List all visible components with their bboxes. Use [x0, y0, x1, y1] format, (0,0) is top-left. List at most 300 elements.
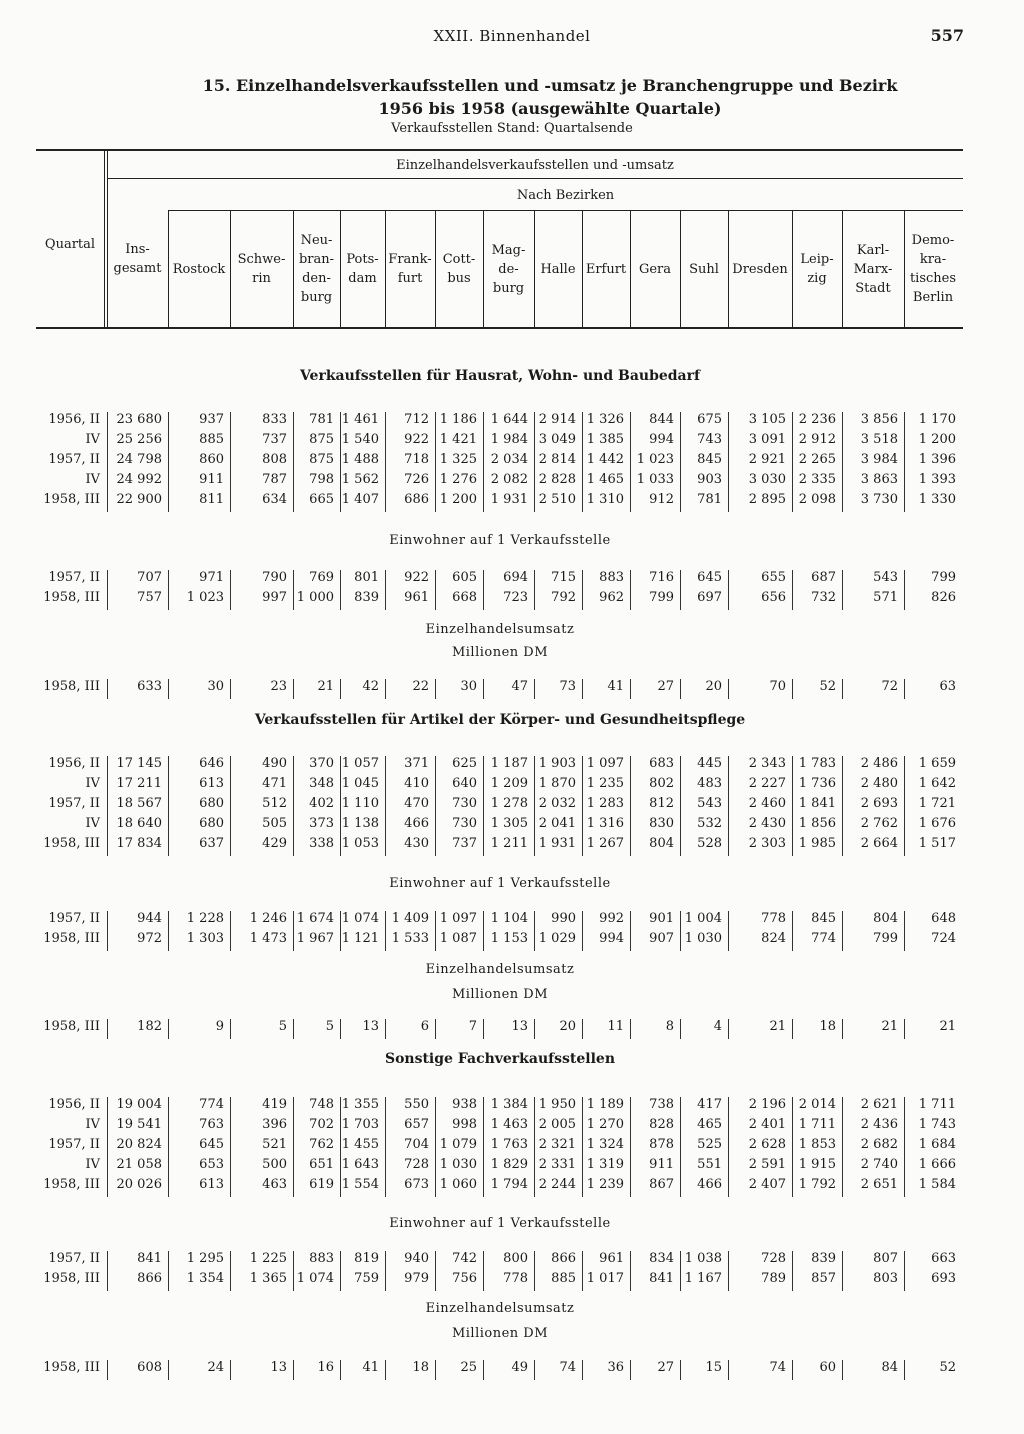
cell-district: 686: [404, 492, 429, 507]
quartal-label: 1958, III: [43, 679, 100, 694]
cell-district: 1 030: [439, 1157, 477, 1172]
cell-insgesamt: 17 145: [116, 756, 162, 771]
cell-district: 543: [697, 796, 722, 811]
cell-district: 1 674: [296, 911, 334, 926]
page-header-chapter: XXII. Binnenhandel: [433, 27, 591, 45]
column-separator: [680, 911, 681, 951]
cell-district: 804: [649, 836, 674, 851]
cell-district: 419: [262, 1097, 287, 1112]
cell-district: 1 029: [538, 931, 576, 946]
cell-insgesamt: 866: [137, 1271, 162, 1286]
cell-district: 1 153: [490, 931, 528, 946]
cell-district: 21: [317, 679, 334, 694]
quartal-label: 1958, III: [43, 931, 100, 946]
cell-district: 1 985: [798, 836, 836, 851]
cell-district: 1 330: [918, 492, 956, 507]
cell-district: 640: [452, 776, 477, 791]
cell-district: 1 676: [918, 816, 956, 831]
column-separator: [728, 1251, 729, 1291]
column-separator: [293, 911, 294, 951]
column-separator: [534, 412, 535, 512]
cell-insgesamt: 944: [137, 911, 162, 926]
cell-district: 824: [761, 931, 786, 946]
cell-insgesamt: 24 798: [116, 452, 162, 467]
column-separator: [435, 1251, 436, 1291]
cell-district: 1 463: [490, 1117, 528, 1132]
cell-district: 845: [811, 911, 836, 926]
cell-insgesamt: 707: [137, 570, 162, 585]
column-separator: [728, 679, 729, 699]
cell-district: 500: [262, 1157, 287, 1172]
cell-district: 2 014: [798, 1097, 836, 1112]
quartal-label: IV: [85, 776, 100, 791]
cell-district: 2 407: [748, 1177, 786, 1192]
cell-district: 466: [697, 1177, 722, 1192]
quartal-separator: [107, 1097, 108, 1197]
cell-district: 8: [665, 1019, 674, 1034]
cell-district: 1 684: [918, 1137, 956, 1152]
cell-district: 1 365: [249, 1271, 287, 1286]
cell-district: 730: [452, 796, 477, 811]
quartal-separator: [107, 679, 108, 699]
quartal-separator: [107, 1019, 108, 1039]
cell-district: 799: [931, 570, 956, 585]
cell-district: 1 087: [439, 931, 477, 946]
column-separator: [842, 1097, 843, 1197]
cell-district: 429: [262, 836, 287, 851]
column-separator: [385, 1251, 386, 1291]
column-separator: [385, 412, 386, 512]
cell-district: 1 225: [249, 1251, 287, 1266]
table-row: [0, 1019, 1000, 1038]
cell-district: 790: [262, 570, 287, 585]
cell-district: 348: [309, 776, 334, 791]
cell-district: 998: [452, 1117, 477, 1132]
column-separator: [728, 756, 729, 856]
cell-district: 875: [309, 452, 334, 467]
cell-district: 3 030: [748, 472, 786, 487]
column-separator: [435, 911, 436, 951]
cell-district: 528: [697, 836, 722, 851]
cell-district: 521: [262, 1137, 287, 1152]
cell-district: 13: [511, 1019, 528, 1034]
column-separator: [230, 1360, 231, 1380]
column-separator: [630, 1097, 631, 1197]
cell-district: 13: [362, 1019, 379, 1034]
cell-district: 774: [199, 1097, 224, 1112]
cell-district: 27: [657, 1360, 674, 1375]
cell-district: 3 049: [538, 432, 576, 447]
cell-district: 2 343: [748, 756, 786, 771]
header-group-title: Einzelhandelsverkaufsstellen und -umsatz: [396, 158, 674, 173]
cell-district: 1 354: [186, 1271, 224, 1286]
cell-district: 25: [460, 1360, 477, 1375]
column-separator: [385, 911, 386, 951]
column-separator: [582, 412, 583, 512]
cell-district: 1 200: [439, 492, 477, 507]
cell-insgesamt: 757: [137, 590, 162, 605]
header-district: Neu- bran- den- burg: [298, 233, 335, 305]
column-separator: [792, 1251, 793, 1291]
cell-insgesamt: 20 824: [116, 1137, 162, 1152]
cell-district: 724: [931, 931, 956, 946]
column-separator: [630, 570, 631, 610]
cell-insgesamt: 24 992: [116, 472, 162, 487]
column-separator: [792, 412, 793, 512]
cell-district: 655: [761, 570, 786, 585]
cell-district: 715: [551, 570, 576, 585]
cell-district: 471: [262, 776, 287, 791]
cell-district: 2 236: [798, 412, 836, 427]
cell-district: 971: [199, 570, 224, 585]
column-separator: [842, 1360, 843, 1380]
cell-district: 505: [262, 816, 287, 831]
quartal-label: IV: [85, 432, 100, 447]
table-row: [0, 452, 1000, 471]
column-separator: [340, 679, 341, 699]
cell-district: 883: [309, 1251, 334, 1266]
cell-district: 3 730: [860, 492, 898, 507]
cell-district: 839: [354, 590, 379, 605]
column-separator: [230, 1019, 231, 1039]
cell-district: 645: [697, 570, 722, 585]
quartal-separator: [107, 756, 108, 856]
cell-district: 799: [873, 931, 898, 946]
cell-district: 1 584: [918, 1177, 956, 1192]
cell-district: 2 436: [860, 1117, 898, 1132]
cell-district: 21: [881, 1019, 898, 1034]
cell-district: 844: [649, 412, 674, 427]
cell-district: 73: [559, 679, 576, 694]
column-separator: [168, 1019, 169, 1039]
cell-district: 728: [404, 1157, 429, 1172]
column-separator: [340, 1019, 341, 1039]
cell-district: 1 004: [684, 911, 722, 926]
cell-district: 2 098: [798, 492, 836, 507]
page-number: 557: [930, 26, 964, 45]
column-separator: [680, 1251, 681, 1291]
header-district: Demo- kra- tisches Berlin: [909, 233, 957, 305]
header-nach-bezirken: Nach Bezirken: [516, 188, 615, 203]
cell-district: 800: [503, 1251, 528, 1266]
quartal-label: 1956, II: [48, 412, 100, 427]
cell-district: 490: [262, 756, 287, 771]
column-separator: [230, 1097, 231, 1197]
column-separator: [534, 1019, 535, 1039]
quartal-separator: [107, 911, 108, 951]
cell-district: 619: [309, 1177, 334, 1192]
cell-district: 1 473: [249, 931, 287, 946]
column-separator: [230, 1251, 231, 1291]
cell-district: 828: [649, 1117, 674, 1132]
column-separator: [483, 412, 484, 512]
cell-district: 11: [607, 1019, 624, 1034]
cell-district: 693: [931, 1271, 956, 1286]
column-separator: [385, 679, 386, 699]
cell-district: 1 276: [439, 472, 477, 487]
table-row: [0, 796, 1000, 815]
cell-district: 1 324: [586, 1137, 624, 1152]
cell-district: 525: [697, 1137, 722, 1152]
column-separator: [168, 756, 169, 856]
cell-district: 778: [503, 1271, 528, 1286]
column-separator: [293, 1360, 294, 1380]
quartal-label: 1958, III: [43, 836, 100, 851]
cell-insgesamt: 17 211: [116, 776, 162, 791]
cell-district: 651: [309, 1157, 334, 1172]
table-row: [0, 911, 1000, 930]
quartal-label: 1957, II: [48, 1137, 100, 1152]
cell-district: 417: [697, 1097, 722, 1112]
cell-district: 1 038: [684, 1251, 722, 1266]
cell-district: 2 740: [860, 1157, 898, 1172]
cell-district: 52: [939, 1360, 956, 1375]
cell-district: 483: [697, 776, 722, 791]
column-separator: [483, 756, 484, 856]
column-separator: [435, 1097, 436, 1197]
cell-insgesamt: 17 834: [116, 836, 162, 851]
column-separator: [792, 679, 793, 699]
cell-district: 901: [649, 911, 674, 926]
cell-district: 21: [769, 1019, 786, 1034]
cell-district: 1 984: [490, 432, 528, 447]
section-title: Sonstige Fachverkaufsstellen: [384, 1051, 616, 1067]
cell-district: 74: [559, 1360, 576, 1375]
cell-insgesamt: 20 026: [116, 1177, 162, 1192]
einwohner-label: Einwohner auf 1 Verkaufsstelle: [389, 876, 611, 891]
column-separator: [630, 1019, 631, 1039]
cell-district: 1 711: [918, 1097, 956, 1112]
column-separator: [534, 679, 535, 699]
cell-district: 716: [649, 570, 674, 585]
cell-district: 1 017: [586, 1271, 624, 1286]
cell-district: 2 303: [748, 836, 786, 851]
quartal-label: 1956, II: [48, 1097, 100, 1112]
cell-district: 1 442: [586, 452, 624, 467]
cell-district: 1 736: [798, 776, 836, 791]
cell-district: 470: [404, 796, 429, 811]
cell-district: 1 931: [538, 836, 576, 851]
cell-district: 2 335: [798, 472, 836, 487]
cell-district: 2 693: [860, 796, 898, 811]
einwohner-label: Einwohner auf 1 Verkaufsstelle: [389, 1216, 611, 1231]
cell-district: 756: [452, 1271, 477, 1286]
cell-district: 15: [705, 1360, 722, 1375]
cell-district: 1 295: [186, 1251, 224, 1266]
cell-district: 694: [503, 570, 528, 585]
cell-district: 792: [551, 590, 576, 605]
cell-insgesamt: 21 058: [116, 1157, 162, 1172]
cell-district: 712: [404, 412, 429, 427]
column-separator: [680, 756, 681, 856]
cell-district: 2 895: [748, 492, 786, 507]
cell-district: 70: [769, 679, 786, 694]
cell-insgesamt: 633: [137, 679, 162, 694]
cell-insgesamt: 841: [137, 1251, 162, 1266]
cell-district: 1 659: [918, 756, 956, 771]
cell-district: 885: [551, 1271, 576, 1286]
column-separator: [582, 756, 583, 856]
cell-insgesamt: 25 256: [116, 432, 162, 447]
cell-district: 84: [881, 1360, 898, 1375]
column-separator: [293, 1019, 294, 1039]
column-separator: [168, 679, 169, 699]
table-row: [0, 1271, 1000, 1290]
cell-district: 2 227: [748, 776, 786, 791]
cell-district: 41: [607, 679, 624, 694]
cell-district: 6: [420, 1019, 429, 1034]
table-row: [0, 679, 1000, 698]
cell-district: 36: [607, 1360, 624, 1375]
column-separator: [230, 570, 231, 610]
column-separator: [842, 1251, 843, 1291]
table-row: [0, 432, 1000, 451]
header-bottom-rule: [36, 327, 963, 329]
column-separator: [904, 570, 905, 610]
quartal-separator: [107, 1251, 108, 1291]
column-separator: [534, 1360, 535, 1380]
cell-district: 1 033: [636, 472, 674, 487]
quartal-label: 1958, III: [43, 1019, 100, 1034]
table-row: [0, 1137, 1000, 1156]
cell-district: 657: [404, 1117, 429, 1132]
column-separator: [293, 1097, 294, 1197]
cell-district: 1 319: [586, 1157, 624, 1172]
column-separator: [435, 412, 436, 512]
cell-district: 27: [657, 679, 674, 694]
column-separator: [630, 911, 631, 951]
cell-district: 1 407: [341, 492, 379, 507]
cell-district: 1 186: [439, 412, 477, 427]
cell-district: 2 480: [860, 776, 898, 791]
cell-district: 673: [404, 1177, 429, 1192]
column-separator: [168, 1251, 169, 1291]
cell-district: 2 196: [748, 1097, 786, 1112]
cell-district: 1 554: [341, 1177, 379, 1192]
header-district: Rostock: [172, 261, 226, 277]
header-district: Schwe- rin: [237, 252, 286, 286]
cell-district: 30: [460, 679, 477, 694]
cell-district: 798: [309, 472, 334, 487]
cell-insgesamt: 23 680: [116, 412, 162, 427]
column-separator: [792, 1360, 793, 1380]
header-district: Pots- dam: [346, 252, 379, 286]
cell-district: 938: [452, 1097, 477, 1112]
cell-district: 2 762: [860, 816, 898, 831]
cell-district: 723: [503, 590, 528, 605]
cell-district: 1 967: [296, 931, 334, 946]
cell-district: 883: [599, 570, 624, 585]
cell-district: 445: [697, 756, 722, 771]
cell-district: 732: [811, 590, 836, 605]
column-separator: [904, 1019, 905, 1039]
column-separator: [340, 570, 341, 610]
cell-district: 762: [309, 1137, 334, 1152]
cell-district: 1 211: [490, 836, 528, 851]
column-separator: [385, 570, 386, 610]
header-district: Leip- zig: [800, 252, 834, 286]
cell-district: 653: [199, 1157, 224, 1172]
column-separator: [728, 412, 729, 512]
quartal-separator: [107, 412, 108, 512]
cell-district: 2 321: [538, 1137, 576, 1152]
cell-district: 857: [811, 1271, 836, 1286]
column-separator: [385, 1097, 386, 1197]
cell-district: 937: [199, 412, 224, 427]
cell-district: 74: [769, 1360, 786, 1375]
cell-district: 13: [270, 1360, 287, 1375]
header-district: Halle: [540, 261, 576, 277]
column-separator: [582, 1360, 583, 1380]
cell-district: 911: [649, 1157, 674, 1172]
table-row: [0, 1097, 1000, 1116]
cell-district: 922: [404, 570, 429, 585]
column-separator: [630, 1360, 631, 1380]
column-separator: [630, 1251, 631, 1291]
cell-district: 979: [404, 1271, 429, 1286]
cell-district: 338: [309, 836, 334, 851]
cell-district: 3 091: [748, 432, 786, 447]
cell-district: 1 189: [586, 1097, 624, 1112]
cell-district: 41: [362, 1360, 379, 1375]
cell-district: 543: [873, 570, 898, 585]
cell-district: 799: [649, 590, 674, 605]
cell-district: 3 863: [860, 472, 898, 487]
column-separator: [680, 570, 681, 610]
column-separator: [168, 1097, 169, 1197]
cell-district: 1 856: [798, 816, 836, 831]
cell-district: 3 518: [860, 432, 898, 447]
cell-district: 961: [404, 590, 429, 605]
cell-insgesamt: 18 640: [116, 816, 162, 831]
cell-district: 370: [309, 756, 334, 771]
cell-district: 875: [309, 432, 334, 447]
column-separator: [293, 412, 294, 512]
cell-district: 2 664: [860, 836, 898, 851]
column-separator: [534, 911, 535, 951]
cell-district: 680: [199, 816, 224, 831]
cell-district: 1 045: [341, 776, 379, 791]
cell-district: 878: [649, 1137, 674, 1152]
cell-district: 912: [649, 492, 674, 507]
cell-district: 1 167: [684, 1271, 722, 1286]
cell-district: 885: [199, 432, 224, 447]
cell-district: 1 316: [586, 816, 624, 831]
cell-district: 7: [468, 1019, 477, 1034]
column-separator: [435, 679, 436, 699]
cell-district: 2 510: [538, 492, 576, 507]
column-separator: [680, 679, 681, 699]
cell-district: 962: [599, 590, 624, 605]
cell-district: 1 079: [439, 1137, 477, 1152]
cell-district: 30: [207, 679, 224, 694]
quartal-separator: [107, 1360, 108, 1380]
header-bezirke-rule: [168, 210, 963, 211]
cell-district: 1 385: [586, 432, 624, 447]
cell-district: 830: [649, 816, 674, 831]
table-row: [0, 1177, 1000, 1196]
table-row: [0, 412, 1000, 431]
column-separator: [340, 756, 341, 856]
cell-district: 656: [761, 590, 786, 605]
cell-district: 742: [452, 1251, 477, 1266]
cell-insgesamt: 182: [137, 1019, 162, 1034]
cell-district: 72: [881, 679, 898, 694]
cell-district: 2 034: [490, 452, 528, 467]
cell-district: 1 305: [490, 816, 528, 831]
cell-district: 646: [199, 756, 224, 771]
cell-district: 668: [452, 590, 477, 605]
